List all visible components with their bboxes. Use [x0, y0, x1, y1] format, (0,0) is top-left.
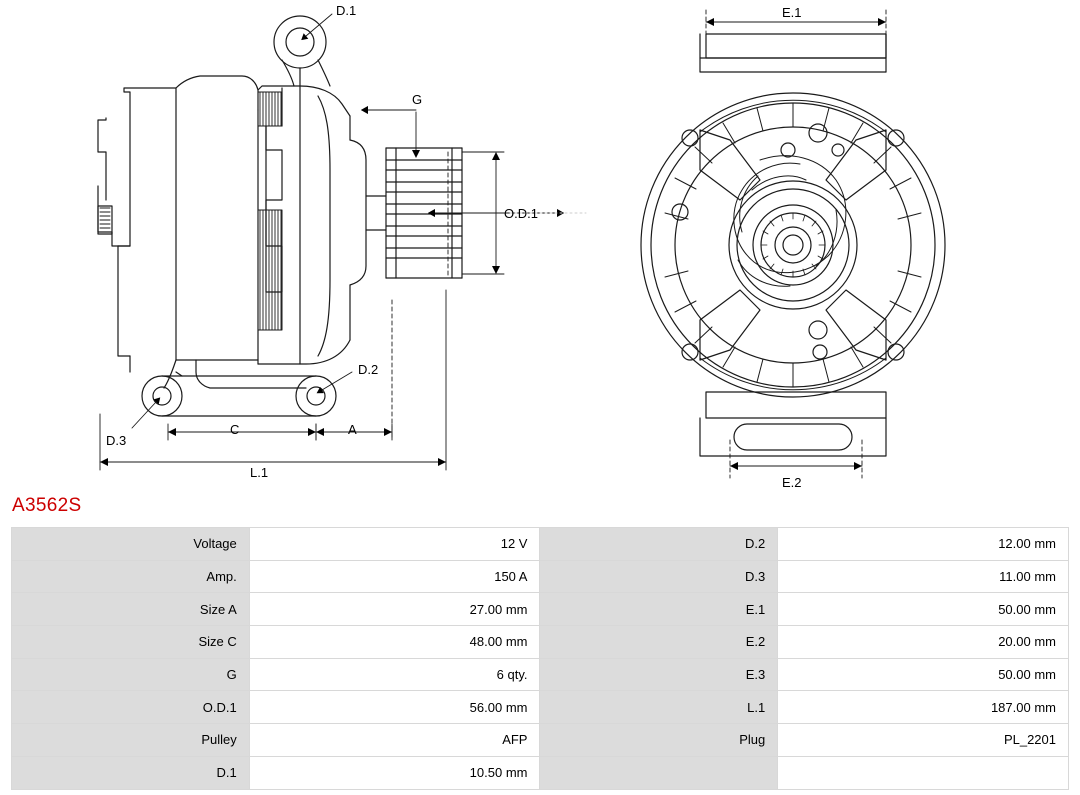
spec-value-e2: 20.00 mm [778, 626, 1069, 659]
side-view [98, 16, 462, 416]
spec-value-d1: 10.50 mm [249, 756, 540, 789]
table-row [12, 756, 1069, 789]
table-row [12, 593, 1069, 626]
spec-label-amp: Amp. [12, 560, 250, 593]
spec-value-e1: 50.00 mm [778, 593, 1069, 626]
label-c: C [230, 422, 240, 437]
spec-value-empty [778, 756, 1069, 789]
table-row [12, 724, 1069, 757]
spec-label-d1: D.1 [12, 756, 250, 789]
spec-value-l1: 187.00 mm [778, 691, 1069, 724]
spec-value-plug: PL_2201 [778, 724, 1069, 757]
spec-label-d3: D.3 [540, 560, 778, 593]
spec-value-od1: 56.00 mm [249, 691, 540, 724]
spec-label-voltage: Voltage [12, 528, 250, 561]
spec-label-plug: Plug [540, 724, 778, 757]
label-od1: O.D.1 [504, 206, 538, 221]
spec-value-voltage: 12 V [249, 528, 540, 561]
front-view [641, 34, 945, 456]
label-e2: E.2 [782, 475, 802, 490]
table-row [12, 560, 1069, 593]
spec-value-size-a: 27.00 mm [249, 593, 540, 626]
table-row [12, 691, 1069, 724]
spec-value-d2: 12.00 mm [778, 528, 1069, 561]
spec-label-d2: D.2 [540, 528, 778, 561]
spec-label-size-c: Size C [12, 626, 250, 659]
label-l1: L.1 [250, 465, 269, 480]
spec-label-g: G [12, 658, 250, 691]
part-number: A3562S [12, 495, 82, 516]
table-row [12, 626, 1069, 659]
label-d3: D.3 [106, 433, 127, 448]
label-g: G [412, 92, 423, 107]
label-d1: D.1 [336, 3, 357, 18]
spec-label-od1: O.D.1 [12, 691, 250, 724]
spec-value-pulley: AFP [249, 724, 540, 757]
spec-value-amp: 150 A [249, 560, 540, 593]
specification-table [11, 527, 1069, 790]
spec-label-pulley: Pulley [12, 724, 250, 757]
spec-value-g: 6 qty. [249, 658, 540, 691]
spec-label-e3: E.3 [540, 658, 778, 691]
label-d2: D.2 [358, 362, 379, 377]
spec-value-size-c: 48.00 mm [249, 626, 540, 659]
spec-label-e1: E.1 [540, 593, 778, 626]
spec-label-empty [540, 756, 778, 789]
label-a: A [348, 422, 357, 437]
table-row [12, 528, 1069, 561]
spec-label-l1: L.1 [540, 691, 778, 724]
spec-value-d3: 11.00 mm [778, 560, 1069, 593]
label-e1: E.1 [782, 5, 802, 20]
spec-value-e3: 50.00 mm [778, 658, 1069, 691]
table-row [12, 658, 1069, 691]
spec-label-size-a: Size A [12, 593, 250, 626]
spec-label-e2: E.2 [540, 626, 778, 659]
